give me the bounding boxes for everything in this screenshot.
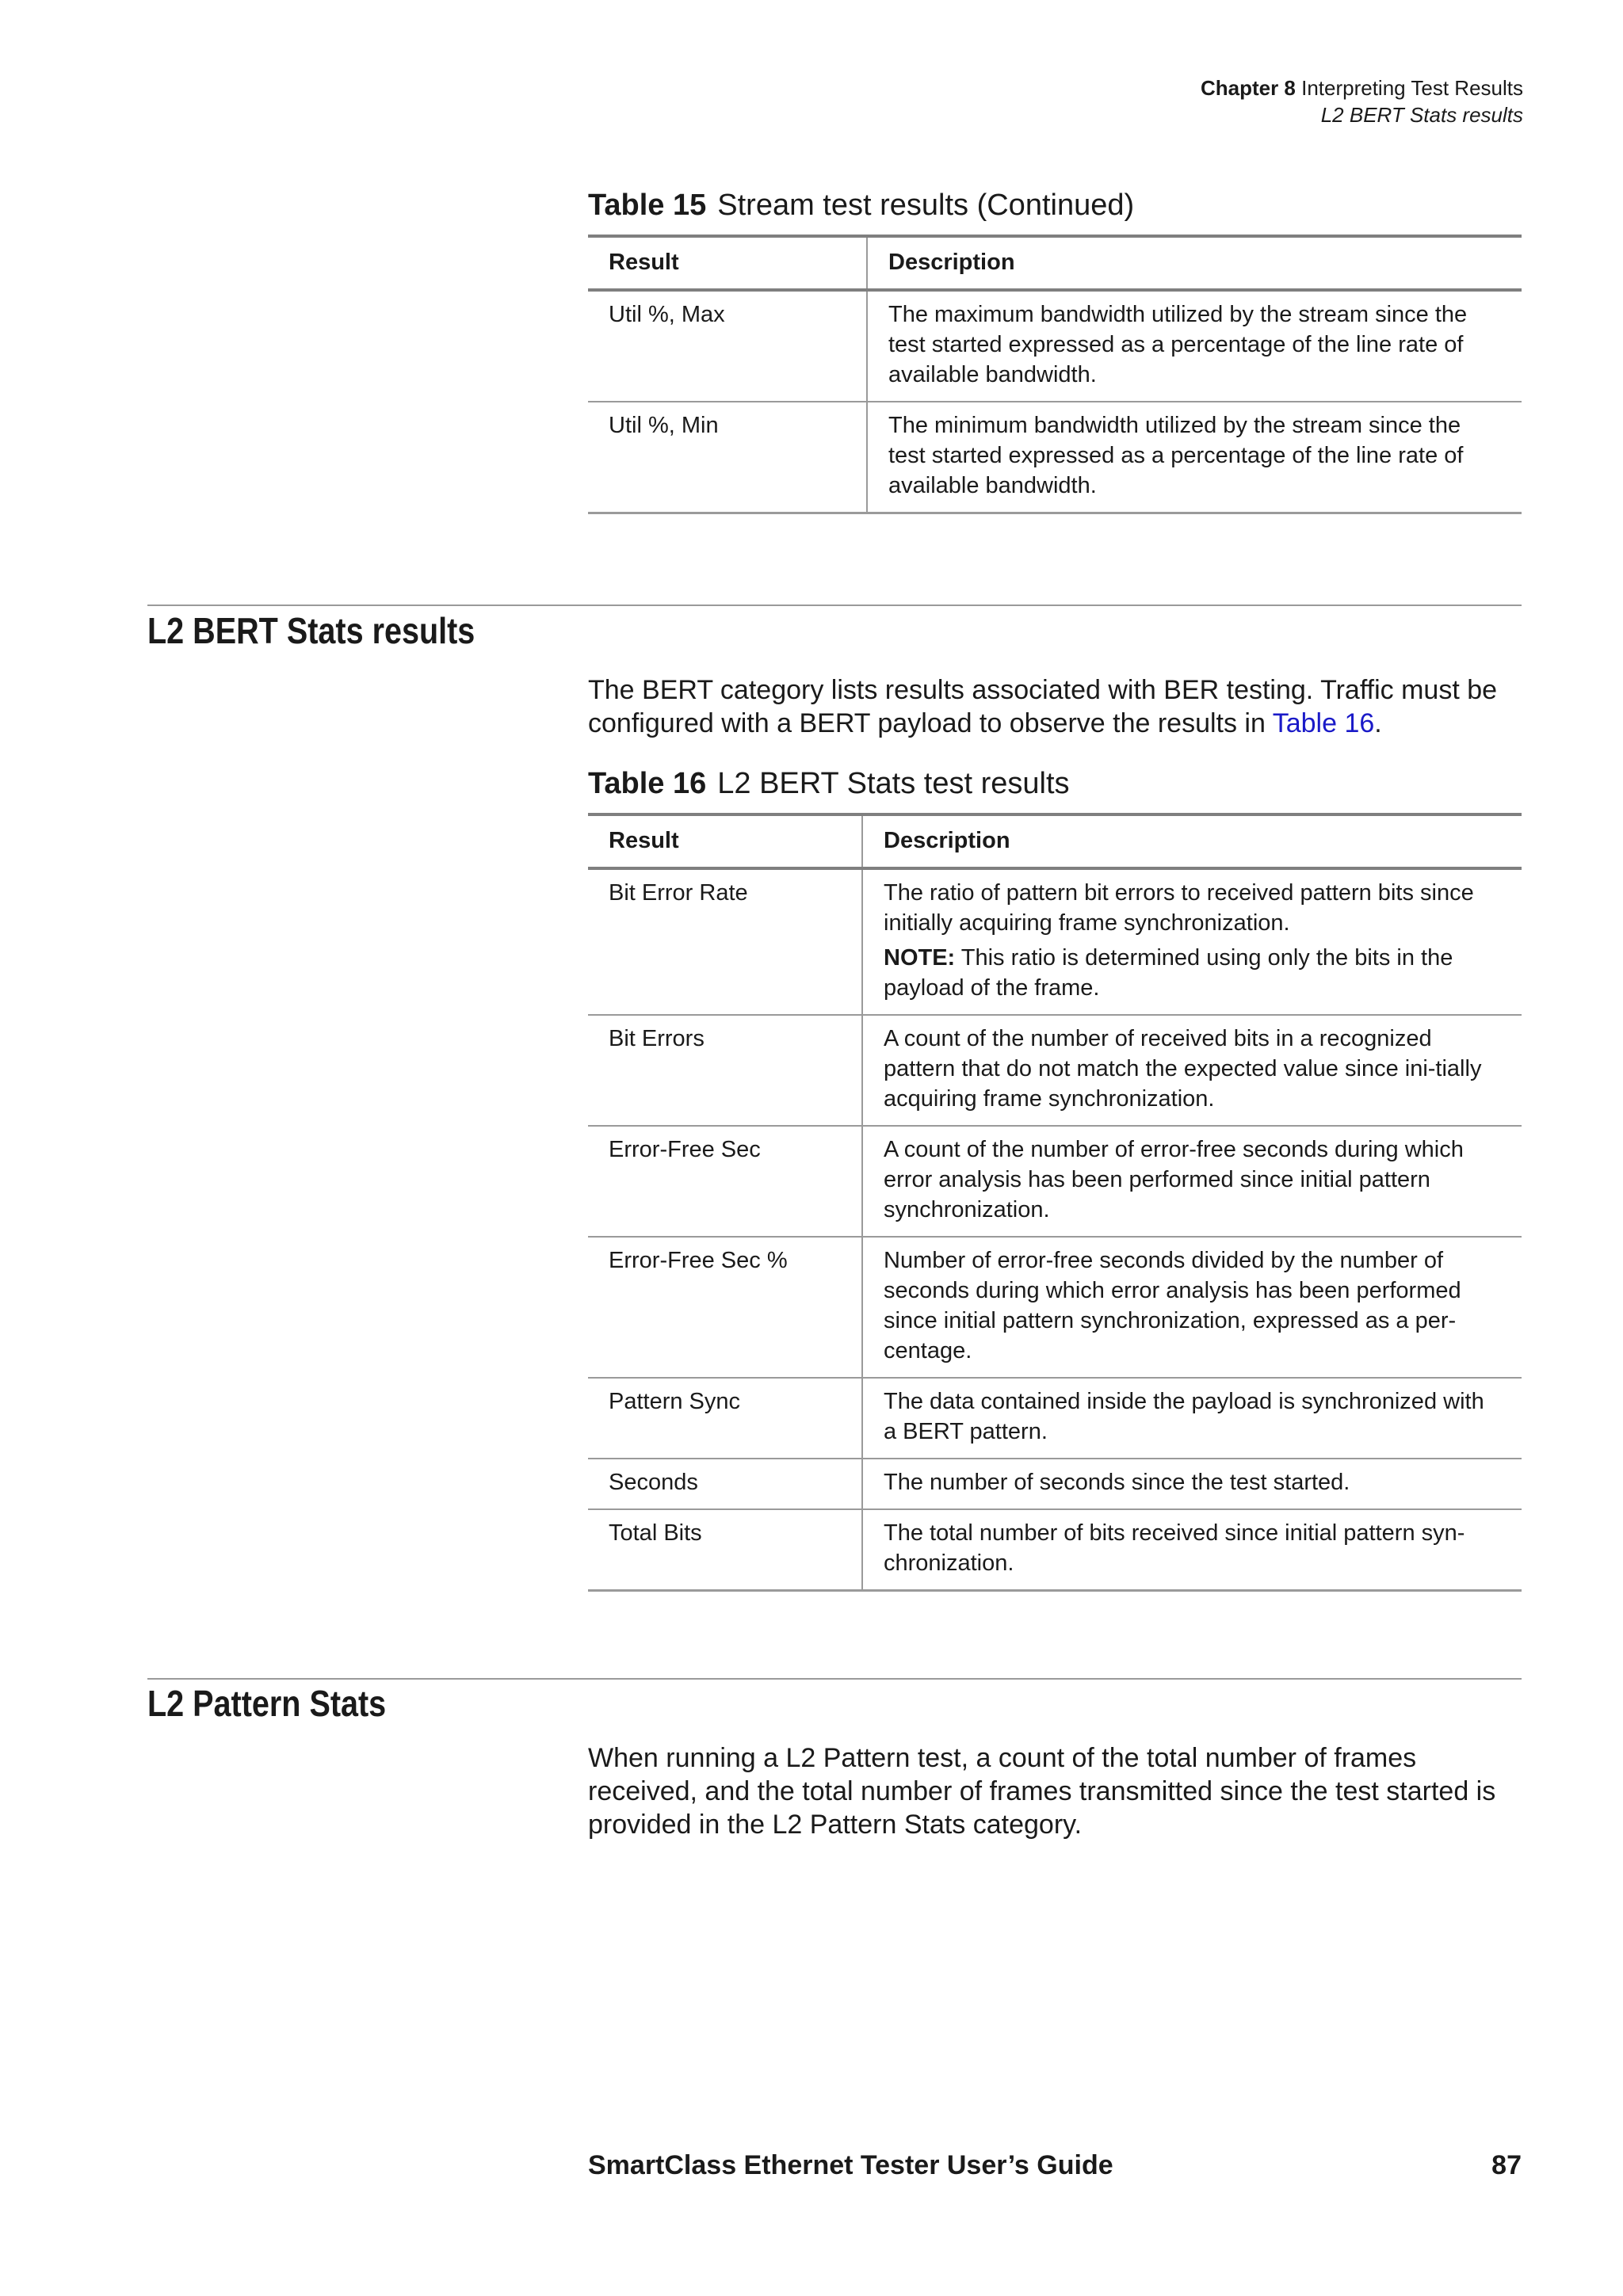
description-cell: The data contained inside the payload is synchronized with a BERT pattern. bbox=[862, 1378, 1522, 1459]
table-header-row bbox=[588, 814, 1522, 868]
table-row bbox=[588, 1015, 1522, 1126]
note-label: NOTE: bbox=[884, 945, 956, 971]
table-row bbox=[588, 1459, 1522, 1509]
result-cell: Error-Free Sec % bbox=[588, 1237, 862, 1378]
page-number: 87 bbox=[1491, 2150, 1522, 2180]
chapter-title: Interpreting Test Results bbox=[1301, 76, 1523, 100]
table-16-title: L2 BERT Stats test results bbox=[717, 767, 1070, 800]
result-cell: Bit Error Rate bbox=[588, 868, 862, 1015]
pattern-paragraph: When running a L2 Pattern test, a count of the total number of frames received, and the total number of frames transmitted since the test started is provided in the L2 Pattern Stats category. bbox=[588, 1743, 1496, 1840]
section-title-pattern: L2 Pattern Stats bbox=[147, 1683, 387, 1724]
description-cell: A count of the number of received bits in a recognized pattern that do not match the expected value since ini-tially acquiring frame synchronization. bbox=[862, 1015, 1522, 1126]
description-cell: Number of error-free seconds divided by the number of seconds during which error analysis has been performed since initial pattern synchronization, expressed as a per-centage. bbox=[862, 1237, 1522, 1378]
result-cell: Error-Free Sec bbox=[588, 1126, 862, 1237]
table-row bbox=[588, 1126, 1522, 1237]
running-header bbox=[1201, 74, 1523, 128]
column-header-description: Description bbox=[867, 236, 1522, 290]
column-header-description: Description bbox=[862, 814, 1522, 868]
result-cell: Bit Errors bbox=[588, 1015, 862, 1126]
note-text: This ratio is determined using only the bits in the payload of the frame. bbox=[884, 945, 1453, 1001]
table-16-caption bbox=[588, 765, 1070, 802]
section-divider bbox=[147, 1678, 1522, 1680]
table-row bbox=[588, 290, 1522, 402]
table-15-title: Stream test results (Continued) bbox=[717, 189, 1135, 222]
result-cell: Util %, Max bbox=[588, 290, 867, 402]
column-header-result: Result bbox=[588, 814, 862, 868]
table-16-link[interactable]: Table 16 bbox=[1272, 708, 1375, 738]
description-text: The ratio of pattern bit errors to received pattern bits since initially acquiring frame synchronization. bbox=[884, 880, 1474, 936]
result-cell: Seconds bbox=[588, 1459, 862, 1509]
result-cell: Util %, Min bbox=[588, 402, 867, 513]
chapter-label: Chapter 8 bbox=[1200, 76, 1296, 100]
table-16-number: Table 16 bbox=[588, 767, 707, 800]
footer-guide-title: SmartClass Ethernet Tester User’s Guide bbox=[588, 2150, 1113, 2180]
running-section-title: L2 BERT Stats results bbox=[1320, 103, 1523, 127]
table-15-caption bbox=[588, 187, 1134, 223]
section-divider bbox=[147, 605, 1522, 606]
section-title-bert: L2 BERT Stats results bbox=[147, 610, 475, 651]
description-cell: A count of the number of error-free seconds during which error analysis has been performed since initial pattern synchronization. bbox=[862, 1126, 1522, 1237]
table-row bbox=[588, 868, 1522, 1015]
table-16 bbox=[588, 813, 1522, 1592]
description-cell: The total number of bits received since initial pattern syn-chronization. bbox=[862, 1509, 1522, 1591]
bert-intro-end: . bbox=[1374, 708, 1382, 738]
result-cell: Total Bits bbox=[588, 1509, 862, 1591]
table-row bbox=[588, 402, 1522, 513]
description-cell: The maximum bandwidth utilized by the stream since the test started expressed as a percentage of the line rate of available bandwidth. bbox=[867, 290, 1522, 402]
description-cell bbox=[862, 868, 1522, 1015]
column-header-result: Result bbox=[588, 236, 867, 290]
bert-intro-text: The BERT category lists results associated with BER testing. Traffic must be configured with a BERT payload to observe the results in bbox=[588, 675, 1498, 738]
table-15 bbox=[588, 235, 1522, 514]
table-header-row bbox=[588, 236, 1522, 290]
table-row bbox=[588, 1237, 1522, 1378]
bert-intro-paragraph bbox=[588, 673, 1523, 740]
note bbox=[884, 943, 1501, 1003]
table-row bbox=[588, 1509, 1522, 1591]
table-row bbox=[588, 1378, 1522, 1459]
description-cell: The minimum bandwidth utilized by the stream since the test started expressed as a percentage of the line rate of available bandwidth. bbox=[867, 402, 1522, 513]
description-cell: The number of seconds since the test started. bbox=[862, 1459, 1522, 1509]
result-cell: Pattern Sync bbox=[588, 1378, 862, 1459]
table-15-number: Table 15 bbox=[588, 189, 707, 222]
